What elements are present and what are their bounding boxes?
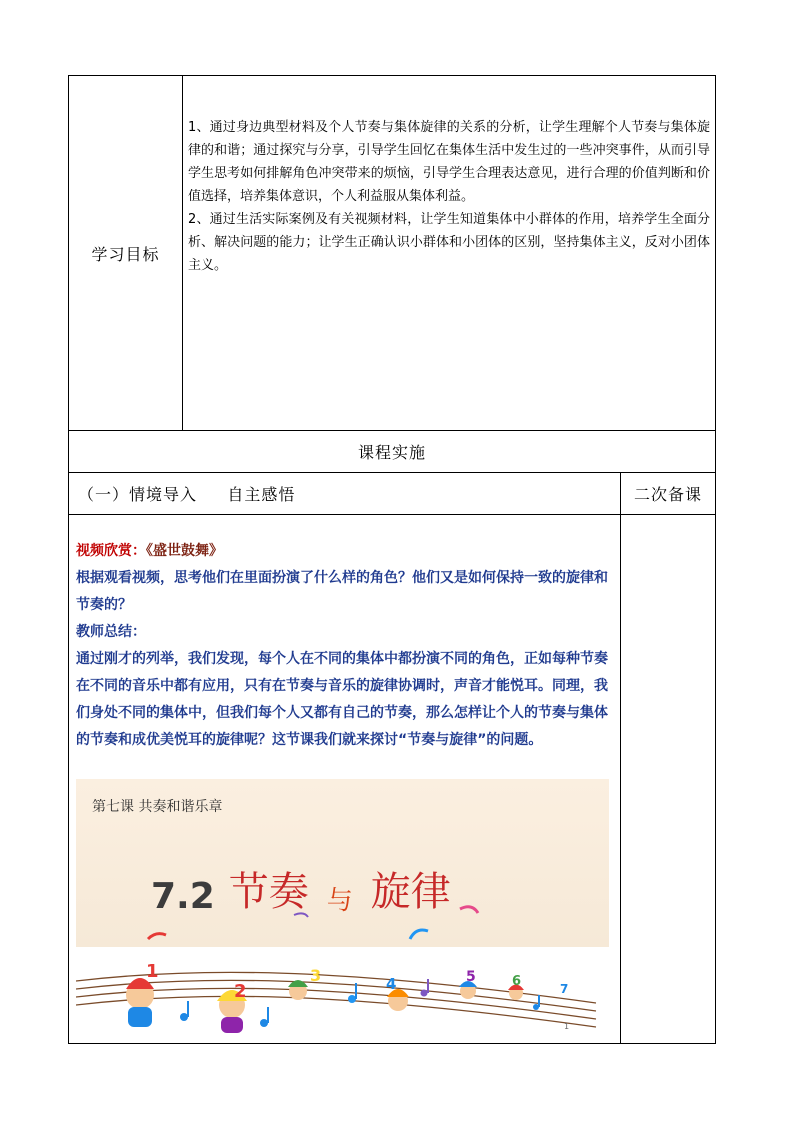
summary-text: 通过刚才的列举，我们发现，每个人在不同的集体中都扮演不同的角色，正如每种节奏在不同的音乐中都有应用，只有在节奏与音乐的旋律协调时，声音才能悦耳。同理，我们身处不同的集体中，但我们每个人又都有自己的节奏，那么怎样让个人的节奏与集体的节奏和成优美悦耳的旋律呢？这节课我们就来探讨“节奏与旋律”的问题。 xyxy=(76,651,608,748)
slide-number: 7.2 xyxy=(151,876,215,917)
goal-paragraph-2: 2、通过生活实际案例及有关视频材料，让学生知道集体中小群体的作用，培养学生全面分析、解决问题的能力；让学生正确认识小群体和小团体的区别，坚持集体主义，反对小团体主义。 xyxy=(188,212,710,273)
lesson-slide-image xyxy=(76,779,609,947)
table-border-right xyxy=(715,75,716,1044)
table-border-bottom xyxy=(68,1043,716,1044)
row-divider-3 xyxy=(68,514,716,515)
staff-number-1: 1 xyxy=(146,961,159,982)
staff-number-4: 4 xyxy=(386,975,397,993)
goal-paragraph-1: 1、通过身边典型材料及个人节奏与集体旋律的关系的分析，让学生理解个人节奏与集体旋律的和谐；通过探究与分享，引导学生回忆在集体生活中发生过的一些冲突事件，从而引导学生思考如何排解角色冲突带来的烦恼，引导学生合理表达意见，进行合理的价值判断和价值选择，培养集体意识，个人利益服从集体利益。 xyxy=(188,120,710,204)
music-note-icon xyxy=(410,930,428,939)
video-line xyxy=(76,538,616,565)
learning-goals-label: 学习目标 xyxy=(91,244,160,264)
lesson-content xyxy=(76,538,616,754)
video-label: 视频欣赏： xyxy=(76,543,146,559)
staff-number-5: 5 xyxy=(466,969,476,985)
slide-title-char-4: 旋 xyxy=(370,869,411,915)
staff-number-7: 7 xyxy=(560,982,569,996)
slide-subtitle: 第七课 共奏和谐乐章 xyxy=(92,799,223,815)
slide-title-char-5: 律 xyxy=(410,869,451,915)
summary-label: 教师总结： xyxy=(76,624,146,640)
music-note-icon xyxy=(294,913,308,917)
learning-goals-text xyxy=(188,116,710,277)
music-note-icon xyxy=(148,934,166,939)
staff-number-2: 2 xyxy=(234,981,247,1002)
cartoon-kid-1 xyxy=(126,978,154,1027)
course-implementation-heading: 课程实施 xyxy=(357,443,426,462)
discussion-question: 根据观看视频，思考他们在里面扮演了什么样的角色？他们又是如何保持一致的旋律和节奏的？ xyxy=(76,570,608,613)
staff-number-6: 6 xyxy=(512,974,522,989)
goal-label-divider xyxy=(182,75,183,431)
music-note-icon xyxy=(460,907,478,913)
slide-title-char-1: 节 xyxy=(228,869,269,915)
slide-title-char-3: 与 xyxy=(326,886,353,916)
staff-number-3: 3 xyxy=(310,966,322,985)
music-staff-illustration xyxy=(76,947,609,1037)
second-prep-divider xyxy=(620,472,621,1044)
video-title: 《盛世鼓舞》 xyxy=(146,543,223,559)
page-mark: 1 xyxy=(564,1022,570,1031)
second-preparation-header: 二次备课 xyxy=(633,485,702,504)
slide-note-decorations xyxy=(76,779,609,947)
section-title: （一）情境导入 自主感悟 xyxy=(78,485,296,504)
slide-title-char-2: 奏 xyxy=(268,869,309,915)
